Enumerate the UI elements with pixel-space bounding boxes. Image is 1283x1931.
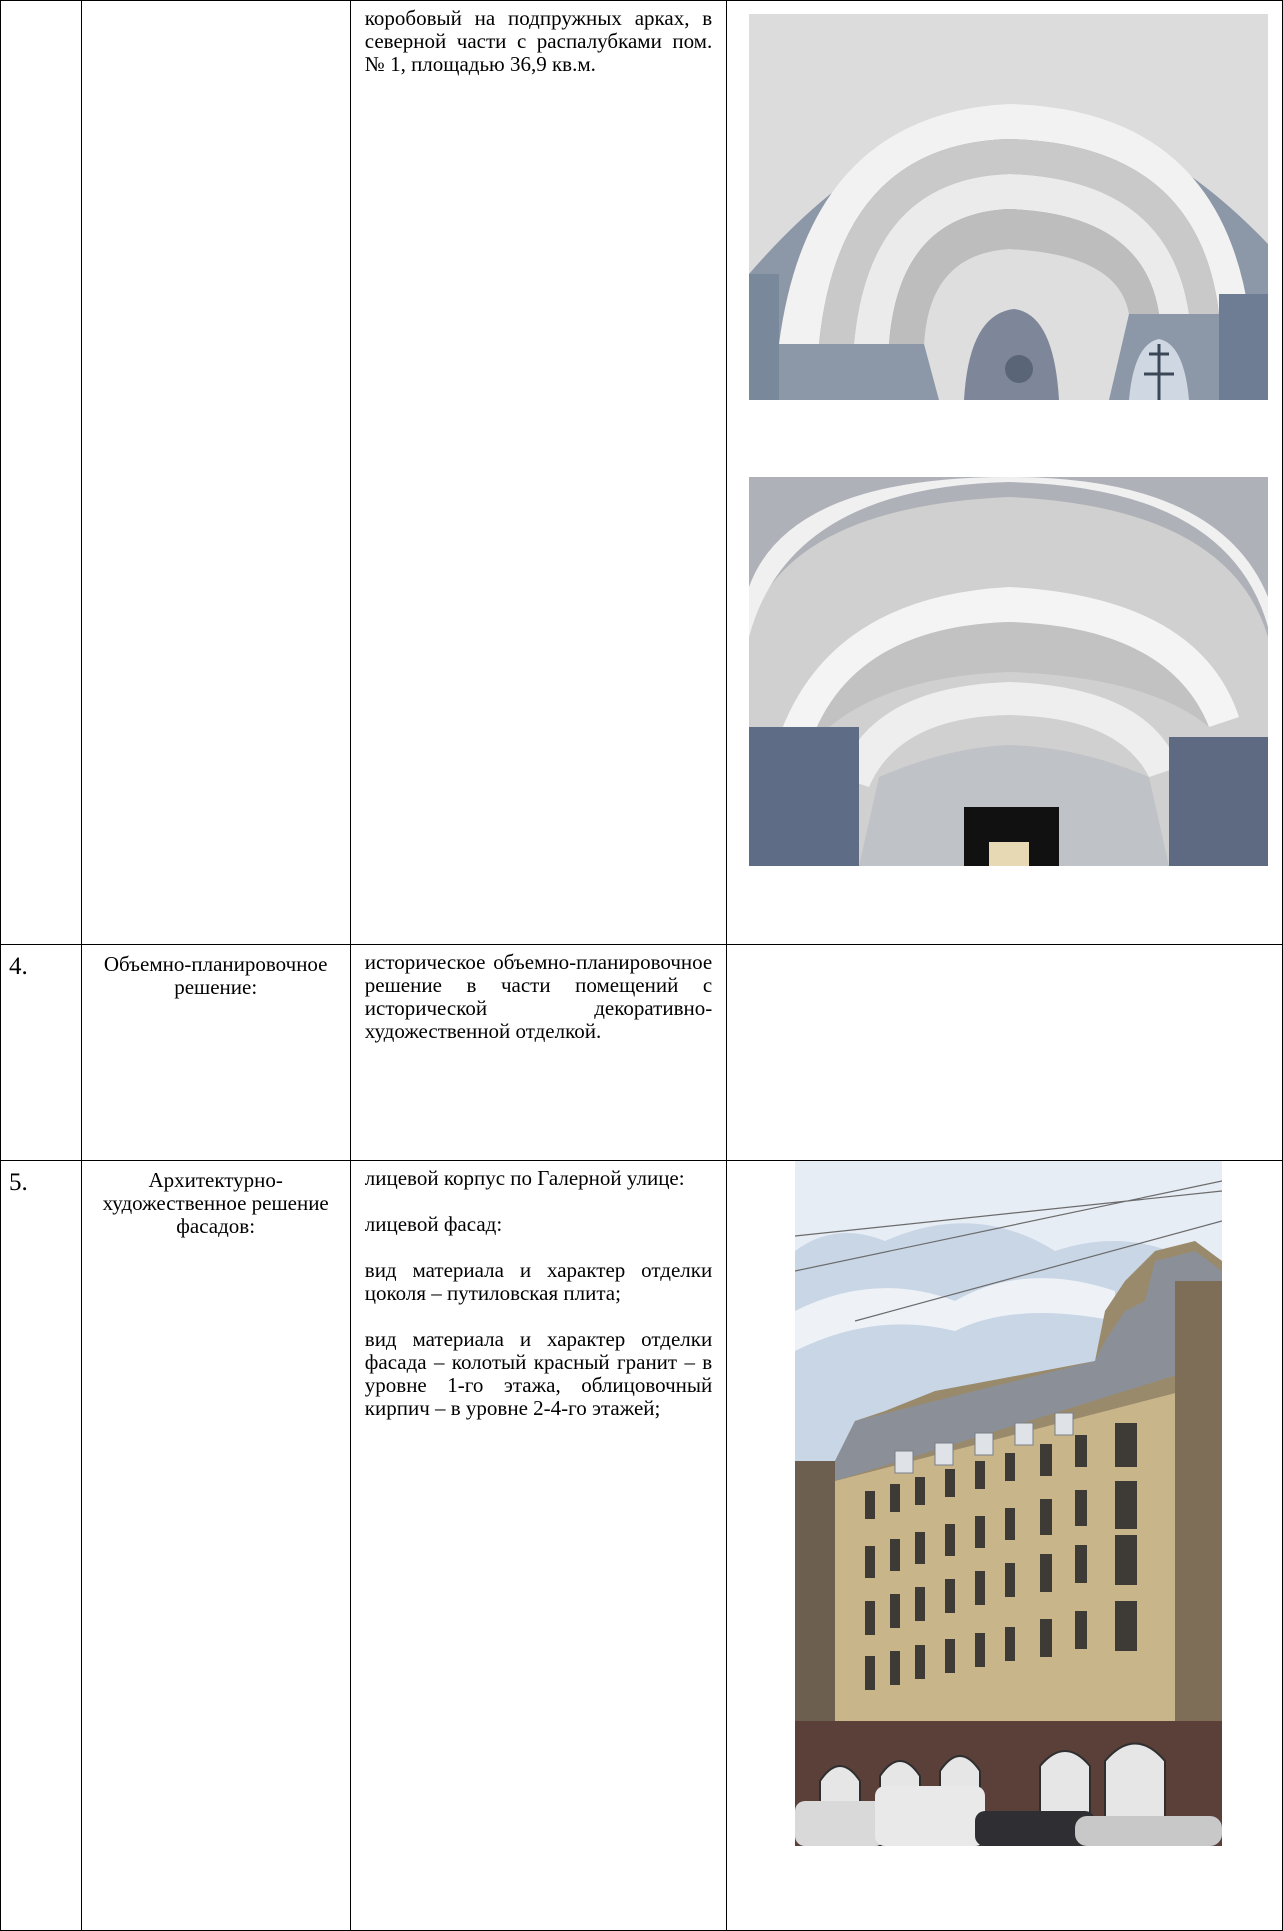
row-photo-cell bbox=[727, 945, 1283, 1161]
description-paragraph: историческое объемно-планировочное решение в части помещений с исторической декоративно-художественной отделкой. bbox=[364, 950, 713, 1043]
ceiling-vault-photo-2 bbox=[749, 477, 1268, 866]
row-number-cell: 5. bbox=[1, 1161, 82, 1931]
row-number-cell bbox=[1, 1, 82, 945]
row-description-cell bbox=[350, 1161, 726, 1931]
description-paragraph: коробовый на подпружных арках, в северной части с распалубками пом. № 1, площадью 36,9 кв.м. bbox=[364, 6, 713, 76]
row-photo-cell bbox=[727, 1161, 1283, 1931]
row-name-cell bbox=[81, 1, 350, 945]
row-name-cell: Архитектурно-художественное решение фасадов: bbox=[81, 1161, 350, 1931]
row-photo-cell bbox=[727, 1, 1283, 945]
description-paragraph: лицевой корпус по Галерной улице: bbox=[364, 1166, 685, 1190]
row-description-cell bbox=[350, 1, 726, 945]
row-name-cell: Объемно-планировочное решение: bbox=[81, 945, 350, 1161]
row-description-cell bbox=[350, 945, 726, 1161]
description-paragraph: лицевой фасад: bbox=[364, 1212, 503, 1236]
ceiling-vault-photo-1 bbox=[749, 14, 1268, 400]
row-number-cell: 4. bbox=[1, 945, 82, 1161]
table-row bbox=[1, 1161, 1283, 1931]
description-paragraph: вид материала и характер отделки цоколя – путиловская плита; bbox=[364, 1258, 713, 1305]
description-paragraph: вид материала и характер отделки фасада – колотый красный гранит – в уровне 1-го этажа, облицовочный кирпич – в уровне 2-4-го этажей; bbox=[364, 1327, 713, 1420]
facade-building-photo bbox=[795, 1161, 1222, 1846]
table-row bbox=[1, 1, 1283, 945]
table-row bbox=[1, 945, 1283, 1161]
